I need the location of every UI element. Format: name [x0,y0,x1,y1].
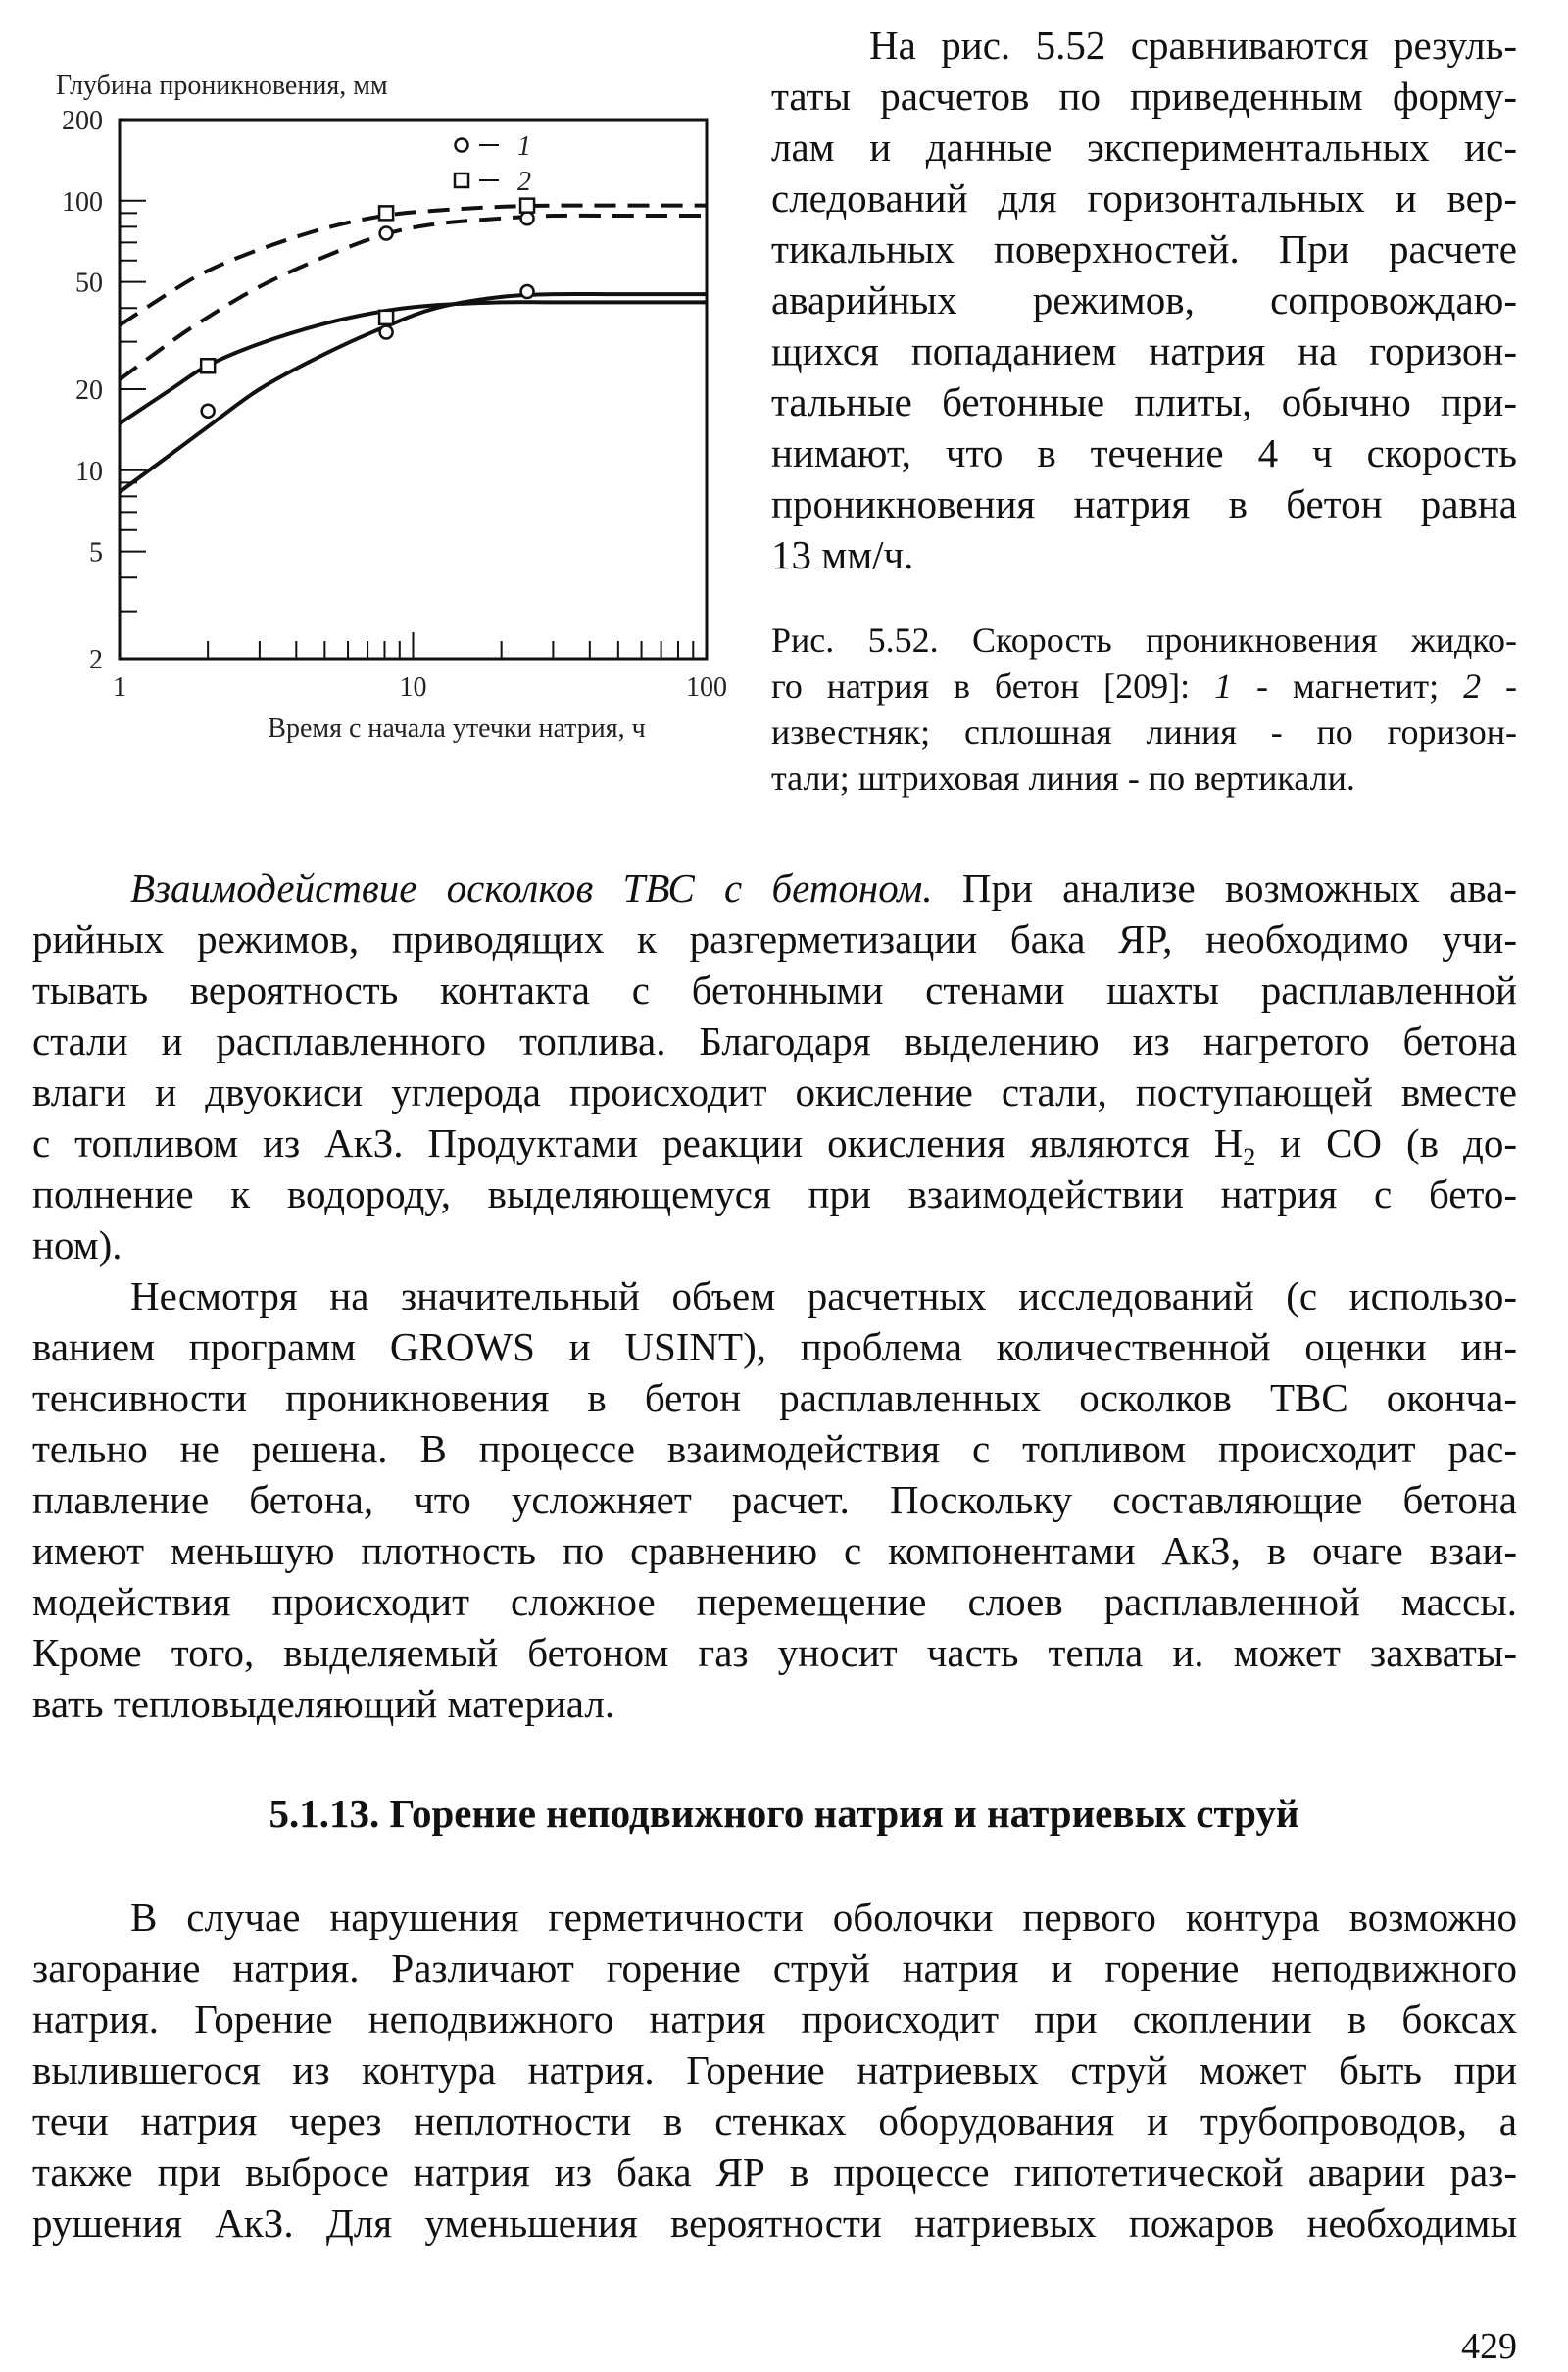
caption-text: - магнетит; [1232,667,1464,706]
caption-line: Рис. 5.52. Скорость проникновения жидко- [771,620,1517,660]
legend-ref-2: 2 [1463,667,1482,706]
paragraph-line: ном). [32,1222,122,1267]
x-tick-label: 1 [113,672,126,703]
legend-square-marker [455,173,468,187]
data-point-circle [521,212,534,224]
paragraph-interaction [32,863,1517,1729]
paragraph-line: тывать вероятность контакта с бетонными стенами шахты расплавленной [32,967,1517,1013]
series-line-3 [120,216,707,379]
paragraph-line: щихся попаданием натрия на горизон- [771,328,1517,373]
paragraph-line: влаги и двуокиси углерода происходит окисление стали, поступающей вместе [32,1069,1517,1114]
x-tick-label: 10 [399,672,427,703]
y-tick-label: 50 [75,268,103,299]
y-tick-label: 20 [75,375,103,406]
paragraph-line: вать тепловыделяющий материал. [32,1681,615,1726]
y-tick-label: 200 [62,106,103,136]
paragraph-line: модействия происходит сложное перемещение слоев расплавленной массы. [32,1579,1517,1624]
legend-circle-marker [456,139,468,152]
paragraph-line: течи натрия через неплотности в стенках оборудования и трубопроводов, а [32,2099,1517,2144]
data-point-circle [380,227,393,240]
figure-caption [771,618,1517,802]
data-point-square [379,311,393,324]
paragraph-line: имеют меньшую плотность по сравнению с компонентами АкЗ, в очаге взаи- [32,1528,1517,1573]
paragraph-line: На рис. 5.52 сравниваются резуль- [869,23,1517,68]
paragraph-line: нимают, что в течение 4 ч скорость [771,430,1517,475]
paragraph-line: лам и данные экспериментальных ис- [771,124,1517,170]
paragraph-line [32,1117,1517,1172]
caption-line: известняк; сплошная линия - по горизон- [771,713,1517,752]
paragraph-line: Кроме того, выделяемый бетоном газ уносит часть тепла и. может захваты- [32,1630,1517,1675]
paragraph-line: вылившегося из контура натрия. Горение натриевых струй может быть при [32,2048,1517,2093]
series-line-1 [120,294,707,492]
caption-text: - [1481,667,1517,706]
data-point-circle [521,285,534,298]
paragraph-sodium-burning [32,1892,1517,2248]
paragraph-line: следований для горизонтальных и вер- [771,175,1517,221]
caption-text: го натрия в бетон [209]: [771,667,1215,706]
paragraph-line: натрия. Горение неподвижного натрия происходит при скоплении в боксах [32,1997,1517,2042]
paragraph-line: стали и расплавленного топлива. Благодаря выделению из нагретого бетона [32,1018,1517,1063]
caption-line [771,664,1517,710]
paragraph-line: проникновения натрия в бетон равна [771,481,1517,526]
paragraph-line: тикальных поверхностей. При расчете [771,226,1517,272]
paragraph-line: полнение к водороду, выделяющемуся при взаимодействии натрия с бето- [32,1171,1517,1216]
legend-label: 1 [517,131,531,162]
paragraph-line: рушения АкЗ. Для уменьшения вероятности натриевых пожаров необходимы [32,2200,1517,2246]
data-point-circle [202,405,215,418]
paragraph-text: При анализе возможных ава- [932,865,1518,911]
data-point-square [201,359,215,372]
y-tick-label: 10 [75,456,103,487]
caption-line: тали; штриховая линия - по вертикали. [771,759,1355,798]
paragraph-line: тенсивности проникновения в бетон расплавленных осколков ТВС оконча- [32,1375,1517,1420]
run-in-heading: Взаимодействие осколков ТВС с бетоном. [130,865,933,911]
paragraph-line: тальные бетонные плиты, обычно при- [771,379,1517,424]
paragraph-line: Несмотря на значительный объем расчетных исследований (с использо- [130,1273,1517,1318]
data-point-square [379,206,393,220]
chart-title: Глубина проникновения, мм [56,71,388,101]
paragraph-line: В случае нарушения герметичности оболочки первого контура возможно [130,1895,1517,1940]
data-point-square [520,199,534,213]
plot-frame [120,120,707,659]
x-tick-label: 100 [686,672,727,703]
paragraph-line: плавление бетона, что усложняет расчет. Поскольку составляющие бетона [32,1477,1517,1522]
paragraph-line: также при выбросе натрия из бака ЯР в процессе гипотетической аварии раз- [32,2150,1517,2195]
section-heading: 5.1.13. Горение неподвижного натрия и натриевых струй [269,1791,1299,1836]
page-number: 429 [1461,2326,1517,2367]
paragraph-line: аварийных режимов, сопровождаю- [771,277,1517,322]
paragraph-calculations [32,1270,1517,1729]
x-axis-label: Время с начала утечки натрия, ч [268,714,646,744]
paragraph-line: таты расчетов по приведенным форму- [771,74,1517,119]
legend-ref-1: 1 [1214,667,1233,706]
right-column-paragraph [771,20,1517,580]
paragraph-line: загорание натрия. Различают горение струй натрия и горение неподвижного [32,1946,1517,1991]
paragraph-line: рийных режимов, приводящих к разгерметизации бака ЯР, необходимо учи- [32,916,1517,962]
paragraph-line: 13 мм/ч. [771,532,914,577]
paragraph-line: ванием программ GROWS и USINT), проблема количественной оценки ин- [32,1324,1517,1369]
subscript: 2 [1243,1143,1256,1172]
paragraph-text: с топливом из АкЗ. Продуктами реакции окисления являются Н [32,1120,1244,1165]
paragraph-text: и СО (в до- [1255,1120,1517,1165]
y-tick-label: 2 [89,645,103,675]
penetration-depth-chart [0,0,764,784]
paragraph-line [32,863,1517,914]
y-tick-label: 5 [89,537,103,568]
legend-label: 2 [517,167,531,197]
paragraph-line: тельно не решена. В процессе взаимодействия с топливом происходит рас- [32,1426,1517,1471]
y-tick-label: 100 [62,186,103,218]
data-point-circle [380,326,393,339]
